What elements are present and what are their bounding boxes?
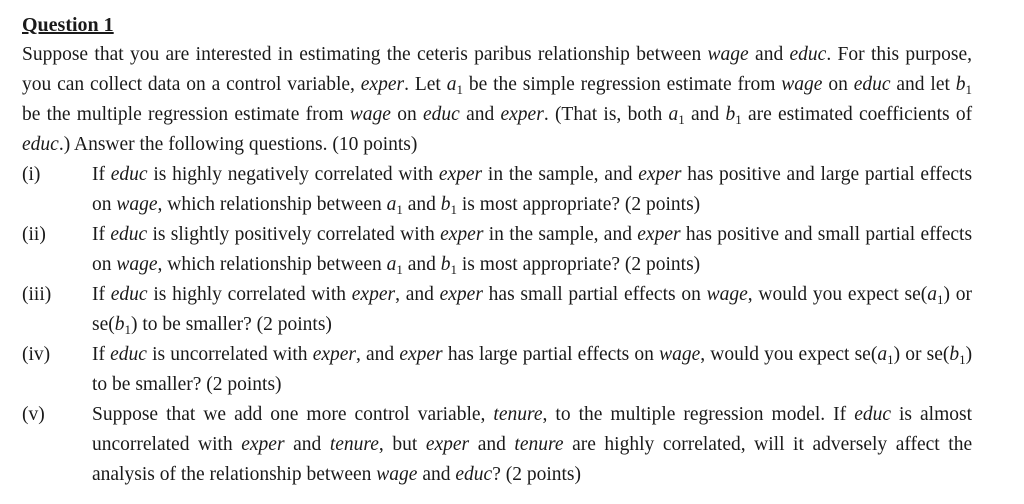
question-item-v [22,400,972,490]
question-title: Question 1 [22,14,114,36]
item-number: (iv) [22,344,51,365]
item-number: (i) [22,164,41,185]
item-number: (iii) [22,284,52,305]
item-text: Suppose that we add one more control variable, tenure, to the multiple regression model. If educ is almost uncorrelated with exper and tenure, but exper and tenure are highly correlated, will it adversely affect the analysis of the relationship between wage and educ? (2 points) [92,404,973,485]
item-number: (ii) [22,224,46,245]
item-text: If educ is uncorrelated with exper, and exper has large partial effects on wage, would you expect $se(a_1)$ or $se(b_1)$ to be smaller? (2 points) [92,344,973,395]
question-item-iii [22,280,972,340]
item-text: If educ is highly correlated with exper, and exper has small partial effects on wage, would you expect $se(a_1)$ or $se(b_1)$ to be smaller? (2 points) [92,284,972,337]
question-item-i [22,160,972,220]
item-text: If educ is highly negatively correlated with exper in the sample, and exper has positive and large partial effects on wage, which relationship between $a_1$ and $b_1$ is most appropriate? (2 points) [92,164,973,217]
item-number: (v) [22,404,45,425]
item-text: If educ is slightly positively correlated with exper in the sample, and exper has positive and small partial effects on wage, which relationship between $a_1$ and $b_1$ is most appropriate? (2 points) [92,224,973,277]
question-intro: Suppose that you are interested in estimating the ceteris paribus relationship between wage and educ. For this purpose, you can collect data on a control variable, exper. Let $a_1$ be the simple regression estimate from wage on educ and let $b_1$ be the multiple regression estimate from wage on educ and exper. (That is, both $a_1$ and $b_1$ are estimated coefficients of educ.) Answer the following questions. (10 points) [22,44,973,155]
question-item-iv [22,340,972,400]
question-item-ii [22,220,972,280]
